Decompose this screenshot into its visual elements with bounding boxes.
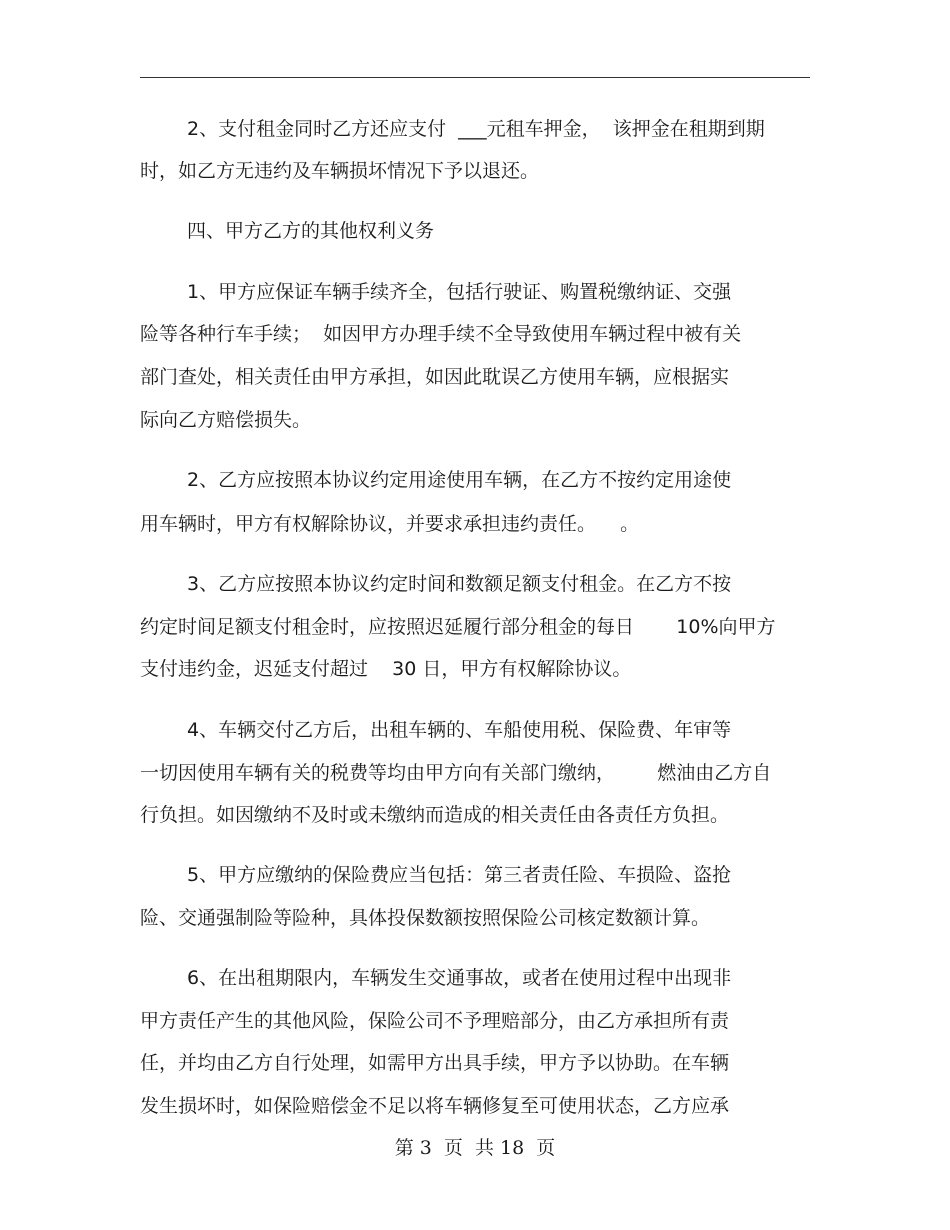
header-rule xyxy=(140,77,810,78)
text-line: 一切因使用车辆有关的税费等均由甲方向有关部门缴纳， 燃油由乙方自 xyxy=(140,762,772,784)
page-footer: 第 3 页 共 18 页 xyxy=(394,1137,556,1159)
text-line: 任，并均由乙方自行处理，如需甲方出具手续，甲方予以协助。在车辆 xyxy=(140,1052,730,1074)
text-line: 1、甲方应保证车辆手续齐全，包括行驶证、购置税缴纳证、交强 xyxy=(187,281,732,303)
text-line: 5、甲方应缴纳的保险费应当包括：第三者责任险、车损险、盗抢 xyxy=(187,864,732,886)
text-line: 险、交通强制险等险种，具体投保数额按照保险公司核定数额计算。 xyxy=(140,907,711,929)
text-line: 行负担。如因缴纳不及时或未缴纳而造成的相关责任由各责任方负担。 xyxy=(140,804,730,826)
text-line: 4、车辆交付乙方后，出租车辆的、车船使用税、保险费、年审等 xyxy=(187,719,732,741)
text-line: 支付违约金，迟延支付超过 30 日，甲方有权解除协议。 xyxy=(140,658,632,680)
text-line: 2、乙方应按照本协议约定用途使用车辆，在乙方不按约定用途使 xyxy=(187,469,732,491)
text-line: 险等各种行车手续； 如因甲方办理手续不全导致使用车辆过程中被有关 xyxy=(140,323,742,345)
text-line: 际向乙方赔偿损失。 xyxy=(140,409,312,431)
text-line: 3、乙方应按照本协议约定时间和数额足额支付租金。在乙方不按 xyxy=(187,573,732,595)
text-line: 约定时间足额支付租金时，应按照迟延履行部分租金的每日 10%向甲方 xyxy=(140,616,776,638)
text-line: 6、在出租期限内，车辆发生交通事故，或者在使用过程中出现非 xyxy=(187,967,732,989)
text-line: 部门查处，相关责任由甲方承担，如因此耽误乙方使用车辆，应根据实 xyxy=(140,366,730,388)
section-heading: 四、甲方乙方的其他权利义务 xyxy=(187,220,435,242)
text-line: 时，如乙方无违约及车辆损坏情况下予以退还。 xyxy=(140,160,540,182)
text-line: 甲方责任产生的其他风险，保险公司不予理赔部分，由乙方承担所有责 xyxy=(140,1010,730,1032)
text-line: 用车辆时，甲方有权解除协议，并要求承担违约责任。 。 xyxy=(140,513,640,535)
text-line: 发生损坏时，如保险赔偿金不足以将车辆修复至可使用状态，乙方应承 xyxy=(140,1095,730,1117)
text-line: 2、支付租金同时乙方还应支付 ___元租车押金， 该押金在租期到期 xyxy=(187,118,765,140)
